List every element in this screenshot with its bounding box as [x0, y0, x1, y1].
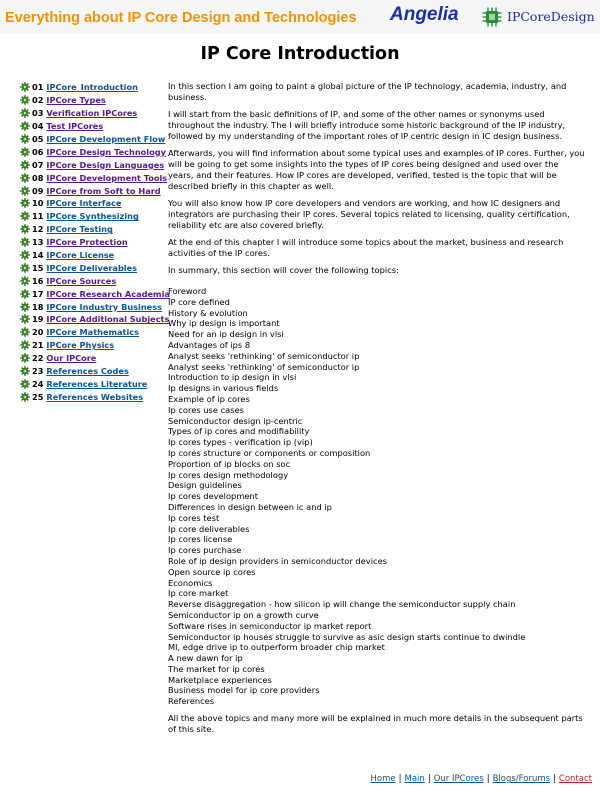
- topic-item: Design guidelines: [168, 480, 242, 491]
- brand-ipcoredesign-logo[interactable]: IPCoreDesign: [507, 9, 595, 24]
- gear-icon: [20, 211, 30, 221]
- sidebar-item[interactable]: [20, 377, 165, 390]
- gear-icon: [20, 198, 30, 208]
- sidebar-item-link[interactable]: IPCore License: [46, 250, 115, 261]
- gear-icon: [20, 160, 30, 170]
- sidebar-item-number: 03: [32, 108, 44, 119]
- gear-icon: [20, 95, 30, 105]
- sidebar-item-link[interactable]: IPCore Research Academia: [46, 288, 170, 299]
- gear-icon: [20, 340, 30, 350]
- topic-item: IP core defined: [168, 296, 230, 307]
- content-paragraph: You will also know how IP core developers and vendors are working, and how IC designers and integrators are purchasing their IP cores. Several topics related to licensing, quality certification, reliability etc are also covered briefly.: [168, 198, 570, 230]
- gear-icon: [20, 353, 30, 363]
- intro-paragraphs: [168, 81, 586, 276]
- content-paragraph: Afterwards, you will find information about some typical uses and examples of IP cores. Further, you will be going to get some insights into the types of IP cores being designed and used over the years, and their features. How IP cores are developed, verified, tested is the topic that will be described briefly in this chapter as well.: [168, 148, 585, 191]
- sidebar-item-link[interactable]: Our IPCore: [46, 353, 97, 364]
- topic-item: History & evolution: [168, 307, 248, 318]
- sidebar-item-link[interactable]: IPCore Development Flow: [46, 134, 166, 144]
- sidebar-item-number: 05: [32, 134, 44, 144]
- topic-item: Marketplace experiences: [168, 674, 272, 685]
- topic-item: Differences in design between ic and ip: [168, 501, 332, 512]
- sidebar-item-number: 01: [32, 82, 44, 93]
- sidebar-item-link[interactable]: Verification IPCores: [46, 108, 138, 119]
- gear-icon: [20, 108, 30, 118]
- gear-icon: [20, 134, 30, 144]
- sidebar-item-number: 24: [32, 378, 44, 389]
- sidebar-item-number: 15: [32, 262, 44, 273]
- sidebar-item-number: 21: [32, 340, 44, 351]
- topic-item: Role of ip design providers in semiconductor devices: [168, 555, 388, 566]
- sidebar-item-link[interactable]: IPCore Synthesizing: [46, 211, 139, 222]
- topic-item: Example of ip cores: [168, 393, 250, 404]
- sidebar-item[interactable]: [20, 107, 165, 120]
- topic-item: Advantages of ips 8: [168, 339, 251, 350]
- gear-icon: [20, 237, 30, 247]
- sidebar-item[interactable]: [20, 120, 165, 133]
- topic-item: Ip cores types - verification ip (vip): [168, 437, 313, 448]
- sidebar-item-number: 11: [32, 211, 44, 222]
- topic-item: Business model for ip core providers: [168, 685, 320, 696]
- sidebar-item[interactable]: [20, 223, 165, 236]
- header-bar: [0, 0, 600, 34]
- sidebar-item-link[interactable]: IPCore Sources: [46, 275, 117, 286]
- sidebar-item-link[interactable]: IPCore Development Tools: [46, 172, 168, 183]
- topic-item: Open source ip cores: [168, 566, 256, 577]
- footer-separator: |: [398, 774, 402, 784]
- topic-item: Ip cores development: [168, 491, 259, 502]
- topic-item: Introduction to ip design in vlsi: [168, 372, 297, 383]
- sidebar-item-number: 06: [32, 146, 44, 157]
- sidebar-item-number: 17: [32, 288, 44, 299]
- sidebar-item-link[interactable]: IPCore Types: [46, 95, 106, 106]
- topic-item: Ip cores test: [168, 512, 220, 523]
- gear-icon: [20, 250, 30, 260]
- topic-item: Ip core deliverables: [168, 523, 250, 534]
- gear-icon: [20, 366, 30, 376]
- sidebar-item[interactable]: [20, 326, 165, 339]
- sidebar-item-number: 09: [32, 185, 44, 196]
- gear-icon: [20, 173, 30, 183]
- sidebar-item[interactable]: [20, 94, 165, 107]
- footer-separator: |: [486, 774, 490, 784]
- topic-item: Ip core market: [168, 588, 229, 599]
- sidebar-item[interactable]: [20, 210, 165, 223]
- sidebar-item[interactable]: [20, 197, 165, 210]
- topic-item: Analyst seeks 'rethinking' of semiconductor ip: [168, 361, 360, 372]
- footer-separator: |: [553, 774, 556, 784]
- sidebar-item-number: 08: [32, 172, 44, 183]
- content-paragraph: At the end of this chapter I will introduce some topics about the market, business and research activities of the IP cores.: [168, 237, 564, 258]
- sidebar-item-link[interactable]: IPCore Deliverables: [46, 262, 138, 273]
- gear-icon: [20, 314, 30, 324]
- site-title[interactable]: Everything about IP Core Design and Technologies: [5, 10, 357, 26]
- brand-angelia-logo[interactable]: Angelia: [390, 4, 459, 25]
- sidebar-item[interactable]: [20, 287, 170, 300]
- sidebar-item-link[interactable]: IPCore from Soft to Hard: [46, 185, 161, 196]
- sidebar-item-number: 19: [32, 314, 44, 325]
- sidebar-item[interactable]: [20, 313, 170, 326]
- sidebar-item-link[interactable]: References Codes: [46, 366, 129, 377]
- topic-item: Ip designs in various fields: [168, 383, 279, 394]
- sidebar-item-link[interactable]: IPCore Mathematics: [46, 327, 139, 338]
- sidebar-item[interactable]: [20, 236, 165, 249]
- sidebar-item-number: 12: [32, 224, 44, 235]
- gear-icon: [20, 186, 30, 196]
- sidebar-item[interactable]: [20, 339, 165, 352]
- topic-item: Economics: [168, 577, 213, 588]
- sidebar-item-number: 22: [32, 353, 44, 364]
- topic-item: Reverse disaggregation - how silicon ip will change the semiconductor supply chain: [168, 599, 516, 610]
- footer-link[interactable]: Blogs/Forums: [492, 774, 551, 784]
- topic-item: Ip cores design methodology: [168, 469, 289, 480]
- sidebar-item-link[interactable]: IPCore Industry Business: [46, 301, 162, 312]
- sidebar-item[interactable]: [20, 145, 165, 158]
- sidebar-item-number: 16: [32, 275, 44, 286]
- topic-item: Analyst seeks 'rethinking' of semiconductor ip: [168, 350, 360, 361]
- sidebar-item-link[interactable]: Test IPCores: [46, 121, 104, 132]
- footer-link[interactable]: Main: [404, 774, 425, 784]
- sidebar-item-number: 14: [32, 250, 44, 261]
- sidebar-item[interactable]: [20, 81, 165, 94]
- sidebar-item-link[interactable]: IPCore Testing: [46, 224, 113, 235]
- gear-icon: [20, 392, 30, 402]
- gear-icon: [20, 302, 30, 312]
- sidebar-item-number: 02: [32, 95, 44, 106]
- sidebar-item-link[interactable]: IPCore Design Languages: [46, 159, 165, 170]
- topic-item: Semiconductor ip on a growth curve: [168, 609, 319, 620]
- gear-icon: [20, 121, 30, 131]
- sidebar-item-link[interactable]: IPCore Interface: [46, 198, 122, 209]
- topic-item: References: [168, 696, 215, 707]
- sidebar-item-number: 04: [32, 121, 44, 132]
- sidebar-item-link[interactable]: IPCore Design Technology: [46, 146, 166, 157]
- sidebar-item-number: 13: [32, 237, 44, 248]
- sidebar-item-link[interactable]: References Websites: [46, 391, 144, 402]
- topic-item: Semiconductor design ip-centric: [168, 415, 303, 426]
- sidebar-item-number: 18: [32, 301, 44, 312]
- content-paragraph: I will start from the basic definitions of IP, and some of the other names or synonyms used throughout the industry. The I will briefly introduce some historic background of the IP industry, followed by my understanding of the important roles of IP centric design in IC design business.: [168, 109, 566, 141]
- sidebar-item-link[interactable]: IPCore_Introduction: [46, 82, 138, 93]
- sidebar-item[interactable]: [20, 158, 165, 171]
- gear-icon: [20, 327, 30, 337]
- gear-icon: [20, 276, 30, 286]
- sidebar-item[interactable]: [20, 261, 165, 274]
- sidebar-item[interactable]: [20, 171, 168, 184]
- sidebar-item[interactable]: [20, 184, 165, 197]
- sidebar-item-number: 25: [32, 391, 44, 402]
- topic-item: Ip cores use cases: [168, 404, 245, 415]
- sidebar-item[interactable]: [20, 274, 165, 287]
- sidebar-item-link[interactable]: IPCore Additional Subjects: [46, 314, 170, 325]
- topic-list: [168, 286, 586, 707]
- sidebar-item[interactable]: [20, 300, 165, 313]
- gear-icon: [20, 289, 30, 299]
- topic-item: Proportion of ip blocks on soc: [168, 458, 291, 469]
- topic-item: The market for ip cores: [168, 663, 265, 674]
- topic-item: Semiconductor ip houses struggle to survive as asic design starts continue to dwindle: [168, 631, 526, 642]
- sidebar-item-number: 10: [32, 198, 44, 209]
- sidebar-item[interactable]: [20, 390, 165, 403]
- topic-item: Foreword: [168, 286, 207, 296]
- topic-item: A new dawn for ip: [168, 653, 243, 664]
- sidebar-item-number: 07: [32, 159, 44, 170]
- topic-item: Ip cores structure or components or composition: [168, 447, 371, 458]
- topic-item: Types of ip cores and modifiability: [168, 426, 310, 437]
- sidebar-item[interactable]: [20, 249, 165, 262]
- page-title: IP Core Introduction: [200, 44, 400, 64]
- topic-item: Need for an ip design in vlsi: [168, 329, 284, 340]
- gear-icon: [20, 224, 30, 234]
- sidebar-item-link[interactable]: IPCore Physics: [46, 340, 115, 351]
- sidebar-item-link[interactable]: IPCore Protection: [46, 237, 128, 248]
- topic-item: Ip cores purchase: [168, 545, 242, 556]
- footer-link[interactable]: Home: [370, 774, 396, 784]
- footer-link[interactable]: Our IPCores: [433, 774, 484, 784]
- sidebar-item[interactable]: [20, 352, 165, 365]
- sidebar-item-number: 23: [32, 366, 44, 377]
- sidebar-item[interactable]: [20, 133, 165, 146]
- closing-paragraph: All the above topics and many more will be explained in much more details in the subsequent parts of this site.: [168, 713, 583, 735]
- sidebar-item-number: 20: [32, 327, 44, 338]
- footer-separator: |: [427, 774, 431, 784]
- footer-nav: [371, 774, 592, 784]
- topic-item: Software rises in semiconductor ip market report: [168, 620, 372, 631]
- sidebar-item-link[interactable]: References Literature: [46, 378, 148, 389]
- topic-item: Ip cores license: [168, 534, 233, 545]
- sidebar-nav: [20, 81, 170, 403]
- gear-icon: [20, 263, 30, 273]
- topic-item: Ml, edge drive ip to outperform broader chip market: [168, 642, 385, 653]
- gear-icon: [20, 82, 30, 92]
- main-content: [168, 81, 586, 741]
- gear-icon: [20, 379, 30, 389]
- topic-item: Why ip design is important: [168, 318, 280, 329]
- content-paragraph: In this section I am going to paint a global picture of the IP technology, academia, industry, and business.: [168, 81, 567, 102]
- gear-icon: [20, 147, 30, 157]
- sidebar-item[interactable]: [20, 365, 165, 378]
- chip-icon: [482, 7, 502, 27]
- footer-link[interactable]: Contact: [558, 774, 592, 784]
- content-paragraph: In summary, this section will cover the following topics:: [168, 265, 399, 275]
